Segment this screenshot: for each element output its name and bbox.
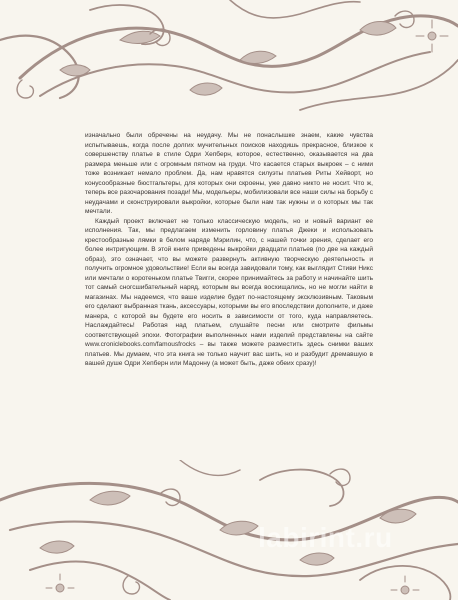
top-floral-ornament	[0, 0, 458, 120]
watermark-text: labirint.ru	[258, 522, 393, 553]
main-text	[85, 131, 373, 369]
paragraph-1: изначально были обречены на неудачу. Мы не понаслышке знаем, какие чувства испытываешь, когда после долгих мучительных поисков находишь прекрасное, близкое к совершенству платье в стиле Одри Хепберн, которое, естественно, оказывается на два размера меньше или с огромным пятном на груди. Что касается старых выкроек – с ними тоже возникает немало проблем. Да, нам нравятся силуэты платьев Риты Хейворт, но конусообразные бюстгальтеры, для которых они скроены, уже давно никто не носит. Что ж, теперь все разочарования позади! Мы, модельеры, мобилизовали все наши силы на борьбу с неудачами и сконструировали выкройки, которые были нам так нужны и о которых мы так мечтали.	[85, 132, 374, 215]
paragraph-2: Каждый проект включает не только классическую модель, но и новый вариант ее исполнения. Так, мы предлагаем изменить горловину платья Джеки и использовать крестообразные лямки в белом наряде Мэрилин, что, с нашей точки зрения, сделает его более интригующим. В этой книге приведены выкройки двадцати платьев (по две на каждый образ), это означает, что вы можете развернуть активную творческую деятельность и получить огромное удовольствие! Если вы всегда завидовали тому, как выглядит Стиви Никс или мечтали о коротеньком платье Твигги, скорее принимайтесь за работу и начинайте шить тот самый сногсшибательный наряд, которым вы всегда восхищались, но не могли найти в магазинах. Мы надеемся, что ваше изделие будет по-настоящему эксклюзивным. Таковым его сделают выбранная ткань, аксессуары, которыми вы его впоследствии дополните, и даже манера, с которой вы будете его носить в зависимости от того, куда направляетесь. Наслаждайтесь! Работая над платьем, слушайте песни или смотрите фильмы соответствующей эпохи. Фотографии выполненных нами изделий представлены на сайте www.croniclebooks.com/famousfrocks – вы также можете разместить здесь снимки ваших платьев. Мы думаем, что эта книга не только научит вас шить, но и разбудит дремавшую в вашей душе Одри Хепберн или Мадонну (а может быть, даже обеих сразу)!	[85, 217, 373, 367]
